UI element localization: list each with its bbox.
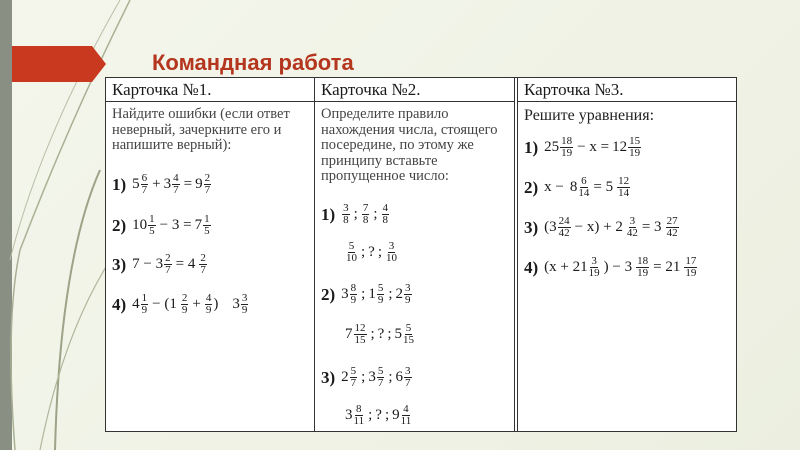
fraction [386, 241, 397, 264]
math-token: 12 [354, 322, 366, 334]
fraction [558, 216, 571, 239]
math-token: 7 [194, 217, 203, 233]
math-token: 19 [561, 147, 573, 159]
math-token: 24 [558, 215, 570, 227]
math-token: 8 [356, 403, 362, 415]
math-token: ? [377, 326, 385, 342]
card-1-item-2 [112, 214, 212, 237]
math-token: 9 [377, 294, 384, 306]
math-token: 4 [205, 292, 212, 304]
math-token: 9 [392, 407, 400, 423]
math-token: 3 [591, 255, 597, 267]
fraction [377, 283, 385, 306]
math-token: 3 [163, 176, 172, 192]
math-token: 3 [388, 240, 395, 252]
title-banner [12, 46, 92, 82]
math-token: 1 [149, 213, 155, 225]
fraction [362, 203, 370, 226]
math-token: 10 [132, 217, 148, 233]
math-token: 15 [403, 334, 415, 346]
math-token: 9 [141, 304, 148, 316]
fraction [172, 173, 180, 196]
math-token: 7 [345, 326, 353, 342]
math-token: 8 [569, 179, 578, 195]
fraction [404, 283, 412, 306]
card-2-title: Карточка №2. [315, 81, 514, 102]
math-token: 4 [173, 172, 179, 184]
fraction [199, 253, 207, 276]
fraction [204, 173, 212, 196]
math-token: + [192, 296, 201, 312]
math-token: − (1 [152, 296, 177, 312]
fraction [403, 323, 414, 346]
math-token: = 21 [653, 259, 681, 275]
math-token: 9 [205, 304, 212, 316]
math-token: 7 [200, 264, 206, 276]
fraction [141, 173, 149, 196]
fraction [627, 216, 638, 239]
math-token: 1) [321, 204, 336, 224]
math-token: 19 [629, 147, 641, 159]
math-token: 15 [629, 135, 641, 147]
math-token: 5 [132, 176, 140, 192]
math-token: 1 [368, 286, 376, 302]
math-token: 7 [141, 184, 148, 196]
fraction [346, 241, 357, 264]
math-token: 12 [612, 139, 628, 155]
math-token: 27 [666, 215, 678, 227]
math-token: 2) [112, 215, 127, 235]
math-token: 9 [181, 304, 188, 316]
math-token: 15 [354, 334, 366, 346]
fraction [350, 366, 358, 389]
math-token: 3 [343, 202, 349, 214]
math-token: 9 [195, 176, 203, 192]
fraction [401, 404, 412, 427]
math-token: 3 [368, 369, 376, 385]
math-token: = 4 [175, 256, 196, 272]
math-token: 4 [382, 202, 389, 214]
math-token: 19 [685, 267, 697, 279]
math-token: ; [361, 286, 366, 302]
math-token: ; [353, 206, 358, 222]
math-token: 14 [618, 187, 630, 199]
math-token: ; [370, 326, 375, 342]
card-2-item-2 [321, 283, 413, 306]
math-token: 4) [112, 294, 127, 314]
card-1-item-3 [112, 253, 208, 276]
math-token: 8 [343, 214, 349, 226]
math-token: ; [361, 244, 366, 260]
math-token: 7 [377, 377, 384, 389]
math-token: 2) [524, 177, 539, 197]
math-token: = [183, 176, 193, 192]
math-token: 4 [132, 296, 140, 312]
fraction [578, 176, 589, 199]
math-token: 6 [141, 172, 148, 184]
math-token: ; [368, 407, 373, 423]
math-token: 2 [181, 292, 188, 304]
math-token: 3 [629, 215, 636, 227]
math-token: 42 [666, 227, 678, 239]
card-2-instruction: Определите правило нахождения числа, стоящего посередине, по этому же принципу вставьте пропущенное число: [321, 106, 498, 184]
math-token: 12 [618, 175, 630, 187]
math-token: 7 [165, 264, 171, 276]
math-token: 11 [400, 415, 412, 427]
math-token: 3 [405, 282, 411, 294]
math-token: 7 − 3 [132, 256, 164, 272]
card-3-title: Карточка №3. [518, 81, 736, 102]
math-token: 42 [626, 227, 638, 239]
math-token: 5 [348, 240, 355, 252]
math-token: 5 [405, 322, 412, 334]
fraction [404, 366, 412, 389]
card-3-item-2 [524, 176, 631, 199]
math-token: x − [544, 179, 564, 195]
fraction [666, 216, 679, 239]
math-token: 6 [581, 175, 587, 187]
math-token: 3) [321, 367, 336, 387]
math-token: 10 [346, 252, 357, 264]
math-token: 2 [341, 369, 349, 385]
math-token: 1) [524, 137, 539, 157]
math-token: 3 [232, 296, 240, 312]
fraction [617, 176, 630, 199]
card-2-item-3 [321, 366, 413, 389]
math-token: ; [388, 286, 393, 302]
math-token: ; [361, 369, 366, 385]
fraction [342, 203, 350, 226]
math-token: 19 [637, 267, 649, 279]
math-token: 18 [637, 255, 649, 267]
math-token: 7 [350, 377, 357, 389]
card-3-item-4 [524, 256, 698, 279]
math-token: ? [375, 407, 382, 423]
fraction [141, 293, 149, 316]
math-token: 42 [558, 227, 570, 239]
math-token: = 5 [593, 179, 614, 195]
math-token: 4 [403, 403, 409, 415]
math-token: ; [388, 369, 393, 385]
card-1 [106, 78, 315, 431]
fraction [354, 323, 367, 346]
fraction [241, 293, 249, 316]
math-token: ) [213, 296, 219, 312]
math-token: − x = [577, 139, 610, 155]
fraction [354, 404, 365, 427]
math-token: 3 [341, 286, 349, 302]
math-token: 4) [524, 257, 539, 277]
math-token: 2 [200, 252, 206, 264]
fraction [350, 283, 358, 306]
math-token: 8 [362, 214, 369, 226]
math-token: 7 [362, 202, 369, 214]
math-token: 1) [112, 174, 127, 194]
math-token: 3 [241, 292, 248, 304]
math-token: 9 [405, 294, 411, 306]
math-token: 2 [395, 286, 404, 302]
math-token: ; [387, 326, 392, 342]
math-token: 18 [561, 135, 573, 147]
math-token: 2 [165, 252, 171, 264]
math-token: 5 [377, 282, 384, 294]
math-token: 5 [204, 225, 210, 237]
fraction [377, 366, 385, 389]
card-1-title: Карточка №1. [106, 81, 314, 102]
card-2-item-1-row-2 [345, 241, 398, 264]
math-token: 7 [173, 184, 179, 196]
math-token: = 3 [641, 219, 662, 235]
card-3-item-1 [524, 136, 642, 159]
fraction [181, 293, 189, 316]
math-token: ; [384, 407, 390, 423]
math-token: 7 [204, 184, 211, 196]
card-3-item-3 [524, 216, 680, 239]
math-token: 9 [241, 304, 248, 316]
card-3-instruction: Решите уравнения: [524, 107, 655, 124]
math-token: 8 [350, 282, 357, 294]
math-token: ; [373, 206, 378, 222]
slide-title: Командная работа [152, 50, 354, 75]
math-token: + [152, 176, 161, 192]
math-token: 5 [350, 365, 357, 377]
math-token: ; [377, 244, 383, 260]
fraction [560, 136, 573, 159]
math-token: 3) [112, 254, 127, 274]
math-token: 3 [345, 407, 353, 423]
fraction [203, 214, 211, 237]
math-token: 3) [524, 217, 539, 237]
cards-table [105, 77, 737, 432]
math-token: ) − 3 [603, 259, 633, 275]
card-2-item-3-row-2 [345, 404, 412, 427]
card-1-item-1 [112, 173, 212, 196]
fraction [382, 203, 390, 226]
math-token: 5 [394, 326, 403, 342]
math-token: 17 [685, 255, 697, 267]
card-1-instruction: Найдите ошибки (если ответ неверный, зачеркните его и напишите верный): [112, 106, 290, 153]
card-2-item-2-row-2 [345, 323, 415, 346]
fraction [628, 136, 641, 159]
math-token: 19 [588, 267, 600, 279]
math-token: 5 [377, 365, 384, 377]
math-token: 11 [353, 415, 365, 427]
math-token: ? [368, 244, 375, 260]
math-token: 14 [578, 187, 590, 199]
math-token: 10 [386, 252, 398, 264]
math-token: 5 [149, 225, 155, 237]
math-token: − 3 = [159, 217, 192, 233]
math-token: 2 [204, 172, 211, 184]
fraction [205, 293, 213, 316]
math-token: (3 [544, 219, 557, 235]
math-token: 25 [544, 139, 560, 155]
fraction [164, 253, 172, 276]
math-token: (x + 21 [544, 259, 588, 275]
math-token: 6 [395, 369, 404, 385]
fraction [636, 256, 649, 279]
fraction [684, 256, 697, 279]
math-token: 3 [405, 365, 411, 377]
math-token: 2) [321, 284, 336, 304]
math-token: − x) + 2 [574, 219, 623, 235]
math-token: 8 [382, 214, 389, 226]
card-1-item-4 [112, 293, 249, 316]
math-token: 7 [405, 377, 411, 389]
fraction [148, 214, 156, 237]
card-2 [315, 78, 515, 431]
math-token: 1 [204, 213, 210, 225]
card-3 [517, 78, 736, 431]
card-2-item-1 [321, 203, 390, 226]
fraction [589, 256, 600, 279]
math-token: 9 [350, 294, 357, 306]
title-banner-arrow [92, 46, 106, 82]
math-token: 1 [141, 292, 148, 304]
